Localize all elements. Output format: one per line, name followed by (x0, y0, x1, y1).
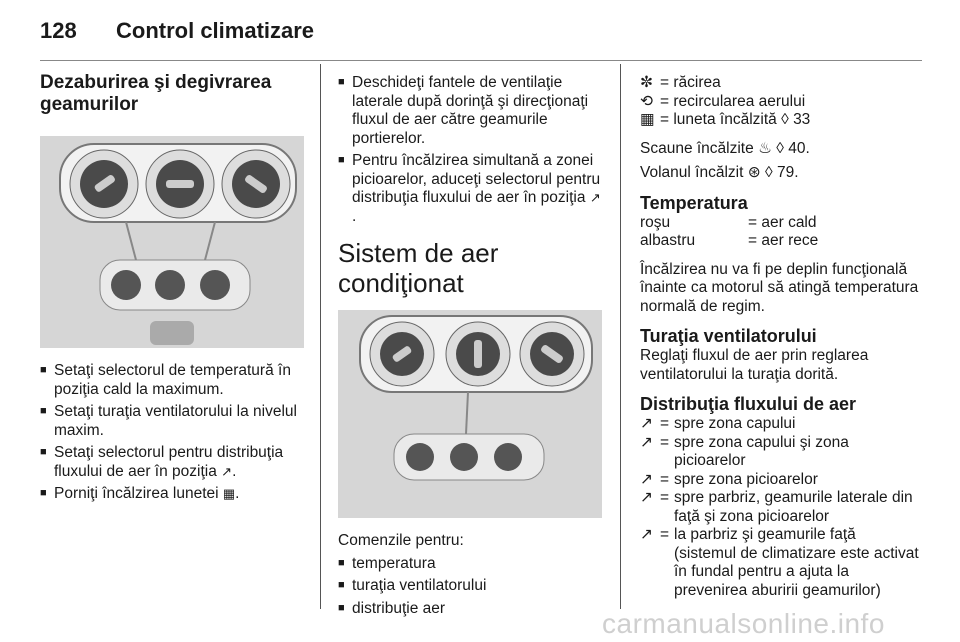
windscreen-foot-airflow-icon: ↗ (640, 489, 653, 506)
section-heading-ac: Sistem de aer condiţionat (338, 238, 499, 298)
page-number: 128 (40, 18, 77, 43)
legend-row: ⟲ = recircularea aerului (640, 92, 806, 110)
fan-heading: Turaţia ventilatorului (640, 326, 817, 346)
column-2 (338, 74, 604, 618)
list-item: ■ distribuţie aer (338, 600, 604, 619)
climate-panel-illustration (40, 136, 304, 348)
bullet-item: ■ Deschideţi fantele de ventilaţie laterale după dorinţă şi direcţionaţi fluxul de aer către geamurile portierelor. (338, 74, 604, 148)
dist-row: ↗ = spre zona capului şi zona picioarelor (640, 433, 849, 469)
dist-row: ↗ = la parbriz şi geamurile faţă (sistemul de climatizare este activat în fundal pentru a ajuta la prevenirea aburirii geamurilor) (640, 526, 919, 599)
bullet-item: ■ Setaţi turaţia ventilatorului la nivelul maxim. (40, 403, 306, 440)
legend-row: ✼ = răcirea (640, 74, 721, 91)
section-heading-defog: Dezaburirea şi degivrarea geamurilor (40, 72, 272, 115)
reference-arrow-icon: ◊ (781, 111, 789, 128)
climate-control-figure (40, 136, 304, 348)
temp-row: albastru = aer rece (640, 232, 819, 249)
bullet-item: ■ Setaţi selectorul pentru distribuţia fluxului de aer în poziţia ↗. (40, 444, 306, 481)
temp-row: roşu = aer cald (640, 213, 817, 231)
temperature-heading: Temperatura (640, 192, 748, 213)
bullet-item: ■ Setaţi selectorul de temperatură în poziţia cald la maximum. (40, 362, 306, 399)
dist-row: ↗ = spre zona picioarelor (640, 470, 818, 488)
legend-row: ▦ = luneta încălzită ◊ 33 (640, 111, 811, 128)
wheel-reference: Volanul încălzit ⊛ ◊ 79. (640, 164, 799, 181)
reference-arrow-icon: ◊ (776, 139, 784, 157)
rear-defrost-icon: ▦ (640, 111, 655, 128)
recirculation-icon: ⟲ (640, 92, 653, 110)
header-rule (40, 60, 922, 61)
dist-row: ↗ = spre zona capului (640, 415, 796, 432)
foot-airflow-icon: ↗ (640, 470, 653, 488)
list-item: ■ temperatura (338, 555, 604, 574)
ac-panel-illustration (338, 310, 602, 518)
snowflake-icon: ✼ (640, 74, 653, 91)
page-header (40, 18, 314, 44)
bullet-item: ■ Porniţi încălzirea lunetei ▦. (40, 485, 306, 504)
head-airflow-icon: ↗ (640, 415, 653, 432)
page-title: Control climatizare (116, 18, 315, 43)
fan-text: Reglaţi fluxul de aer prin reglarea ventilatorului la turaţia dorită. (640, 347, 869, 383)
controls-intro: Comenzile pentru: (338, 532, 464, 549)
heated-wheel-icon: ⊛ (747, 164, 761, 181)
temperature-note: Încălzirea nu va fi pe deplin funcţională înainte ca motorul să atingă temperatura normală de regim. (640, 260, 919, 315)
column-3 (640, 74, 920, 600)
list-item: ■ turaţia ventilatorului (338, 577, 604, 596)
column-divider-2 (620, 64, 621, 609)
watermark: carmanualsonline.info (602, 608, 885, 639)
windscreen-airflow-icon: ↗ (221, 463, 233, 479)
column-divider-1 (320, 64, 321, 609)
ac-control-figure (338, 310, 602, 518)
reference-arrow-icon: ◊ (765, 164, 773, 181)
windscreen-airflow-icon: ↗ (640, 526, 653, 543)
bullet-item: ■ Pentru încălzirea simultană a zonei picioarelor, aduceţi selectorul pentru distribuţia fluxului de aer în poziţia ↗. (338, 152, 604, 226)
distribution-heading: Distribuţia fluxului de aer (640, 394, 857, 414)
windscreen-footwell-icon: ↗ (589, 190, 601, 205)
head-foot-airflow-icon: ↗ (640, 433, 653, 451)
column-1 (40, 72, 306, 504)
seats-reference: Scaune încălzite ♨ ◊ 40. (640, 139, 810, 157)
rear-defrost-icon: ▦ (222, 486, 236, 501)
heated-seat-icon: ♨ (758, 139, 772, 157)
dist-row: ↗ = spre parbriz, geamurile laterale din faţă şi zona picioarelor (640, 489, 913, 525)
